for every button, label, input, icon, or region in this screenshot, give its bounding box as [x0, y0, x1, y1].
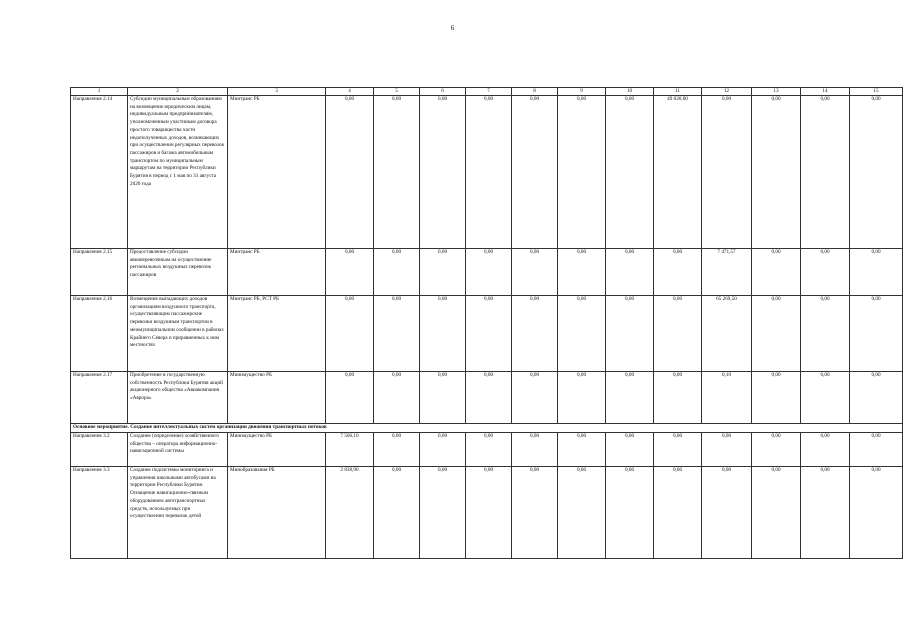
row-value: 0,00 [466, 372, 512, 424]
row-code: Направление 2.17 [71, 372, 128, 424]
table-row [71, 372, 903, 424]
row-value: 0,00 [420, 433, 466, 467]
row-value: 7 566,10 [326, 433, 374, 467]
row-value: 0,00 [374, 96, 420, 249]
row-value: 0,00 [752, 467, 801, 559]
row-value: 0,00 [420, 372, 466, 424]
row-value: 0,00 [752, 296, 801, 372]
row-value: 0,00 [654, 372, 702, 424]
col-header: 9 [558, 88, 606, 96]
table-row [71, 433, 903, 467]
row-value: 0,00 [420, 467, 466, 559]
row-value: 0,00 [801, 249, 850, 296]
section-row [71, 424, 903, 433]
row-value: 0,00 [420, 249, 466, 296]
row-value: 0,00 [374, 433, 420, 467]
row-value: 0,00 [850, 372, 903, 424]
row-description: Создание (определение) хозяйственного общества – оператора информационно-навигационной системы [128, 433, 228, 467]
col-header: 10 [606, 88, 654, 96]
row-value: 0,00 [801, 96, 850, 249]
row-value: 0,00 [326, 296, 374, 372]
row-value: 0,00 [850, 433, 903, 467]
row-value: 0,00 [752, 249, 801, 296]
row-value: 0,00 [801, 372, 850, 424]
col-header: 13 [752, 88, 801, 96]
row-value: 0,00 [654, 249, 702, 296]
row-value: 0,00 [752, 372, 801, 424]
row-description: Возмещение выпадающих доходов организациям воздушного транспорта, осуществляющим пассажирские перевозки воздушным транспортом в межмуниципальном сообщении в районах Крайнего Севера и приравненных к ним местностях [128, 296, 228, 372]
row-value: 0,00 [466, 249, 512, 296]
row-value: 0,00 [558, 467, 606, 559]
row-code: Направление 2.14 [71, 96, 128, 249]
row-executor: Минтранс РБ, РСТ РБ [228, 296, 326, 372]
row-executor: Минимущество РБ [228, 433, 326, 467]
row-value: 0,00 [512, 433, 558, 467]
row-description: Создание подсистемы мониторинга и управления школьными автобусами на территории Республики Бурятия. Оснащение навигационно-связным оборудованием автотранспортных средств, используемых при осуществлении перевозок детей [128, 467, 228, 559]
row-value: 0,00 [801, 296, 850, 372]
row-value: 0,00 [606, 96, 654, 249]
row-value: 0,00 [512, 372, 558, 424]
row-value: 0,00 [801, 467, 850, 559]
col-header: 6 [420, 88, 466, 96]
row-description: Предоставление субсидии авиаперевозчикам на осуществление региональных воздушных перевозок пассажиров [128, 249, 228, 296]
col-header: 5 [374, 88, 420, 96]
row-value: 0,00 [702, 96, 752, 249]
row-value: 0,00 [466, 96, 512, 249]
row-value: 0,00 [374, 467, 420, 559]
row-value: 0,00 [420, 96, 466, 249]
row-executor: Минтранс РБ [228, 249, 326, 296]
row-value: 0,00 [702, 433, 752, 467]
row-value: 0,00 [606, 249, 654, 296]
row-value: 0,00 [654, 467, 702, 559]
row-value: 0,00 [850, 249, 903, 296]
row-value: 0,00 [512, 96, 558, 249]
table-row [71, 467, 903, 559]
row-value: 0,00 [466, 433, 512, 467]
row-value: 65 269,50 [702, 296, 752, 372]
row-description: Субсидии муниципальным образованиям на возмещение юридическим лицам, индивидуальным предпринимателям, уполномоченным участникам договора простого товарищества части недополученных доходов, возникающих при осуществлении регулярных перевозок пассажиров и багажа автомобильным транспортом по муниципальным маршрутам на территории Республики Бурятия в период с 1 мая по 31 августа 2020 года [128, 96, 228, 249]
col-header: 1 [71, 88, 128, 96]
row-value: 0,00 [702, 467, 752, 559]
row-executor: Минобразования РБ [228, 467, 326, 559]
table-header [71, 88, 903, 96]
col-header: 4 [326, 88, 374, 96]
row-value: 0,00 [466, 296, 512, 372]
table-row [71, 296, 903, 372]
row-value: 0,00 [326, 249, 374, 296]
page-number: 6 [450, 24, 455, 32]
row-value: 0,00 [326, 96, 374, 249]
row-value: 0,00 [374, 296, 420, 372]
row-value: 0,00 [420, 296, 466, 372]
row-value: 0,00 [558, 433, 606, 467]
col-header: 8 [512, 88, 558, 96]
col-header: 2 [128, 88, 228, 96]
row-value: 0,00 [558, 249, 606, 296]
row-executor: Минимущество РБ [228, 372, 326, 424]
row-value: 0,00 [654, 296, 702, 372]
row-value: 0,00 [850, 296, 903, 372]
row-value: 0,10 [702, 372, 752, 424]
row-value: 0,00 [374, 372, 420, 424]
row-value: 0,00 [850, 467, 903, 559]
row-code: Направление 3.3 [71, 467, 128, 559]
budget-table [70, 87, 903, 559]
row-value: 0,00 [606, 467, 654, 559]
section-title: Основное мероприятие. Создание интеллектуальных систем организации движения транспортных потоков [71, 424, 903, 433]
row-value: 0,00 [558, 96, 606, 249]
row-value: 0,00 [558, 296, 606, 372]
table-row [71, 249, 903, 296]
row-value: 0,00 [654, 433, 702, 467]
row-value: 0,00 [606, 372, 654, 424]
row-value: 7 471,57 [702, 249, 752, 296]
row-value: 0,00 [850, 96, 903, 249]
row-value: 0,00 [752, 433, 801, 467]
row-value: 0,00 [606, 433, 654, 467]
col-header: 12 [702, 88, 752, 96]
col-header: 3 [228, 88, 326, 96]
col-header: 15 [850, 88, 903, 96]
row-value: 0,00 [326, 372, 374, 424]
row-value: 2 838,90 [326, 467, 374, 559]
row-code: Направление 2.16 [71, 296, 128, 372]
row-value: 0,00 [512, 296, 558, 372]
row-value: 0,00 [512, 467, 558, 559]
row-description: Приобретение в государственную собственность Республики Бурятия акций акционерного общества «Авиакомпания «Аврора» [128, 372, 228, 424]
row-value: 0,00 [466, 467, 512, 559]
row-value: 0,00 [606, 296, 654, 372]
row-value: 0,00 [374, 249, 420, 296]
table-row [71, 96, 903, 249]
row-value: 0,00 [558, 372, 606, 424]
col-header: 11 [654, 88, 702, 96]
col-header: 14 [801, 88, 850, 96]
row-value: 49 020,00 [654, 96, 702, 249]
row-value: 0,00 [801, 433, 850, 467]
row-value: 0,00 [512, 249, 558, 296]
row-code: Направление 3.2 [71, 433, 128, 467]
row-code: Направление 2.15 [71, 249, 128, 296]
row-value: 0,00 [752, 96, 801, 249]
row-executor: Минтранс РБ [228, 96, 326, 249]
col-header: 7 [466, 88, 512, 96]
